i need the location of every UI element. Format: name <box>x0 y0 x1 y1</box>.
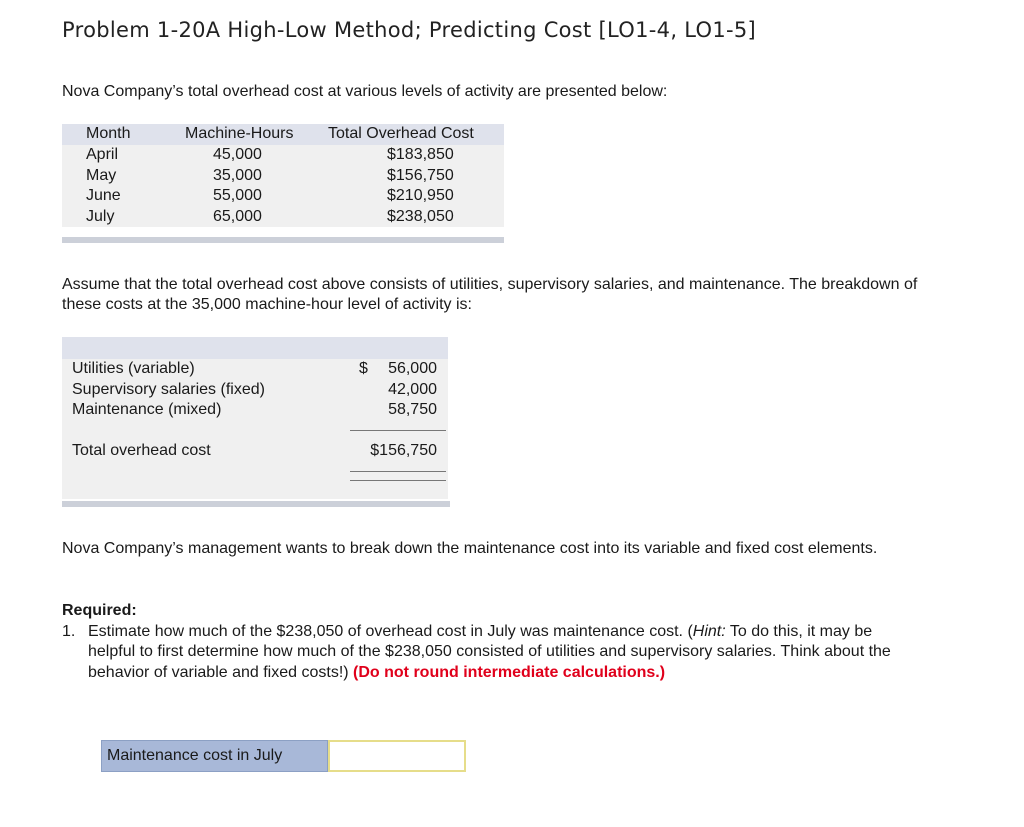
utilities-value: 56,000 <box>388 360 437 377</box>
breakdown-table-body <box>62 359 448 499</box>
subtotal-rule <box>350 430 446 431</box>
required-section <box>62 601 922 683</box>
header-machine-hours: Machine-Hours <box>185 125 294 142</box>
problem-title: Problem 1-20A High-Low Method; Predicting Cost [LO1-4, LO1-5] <box>62 18 757 42</box>
intro-text: Nova Company’s total overhead cost at various levels of activity are presented below: <box>62 83 668 100</box>
required-item-number: 1. <box>62 622 76 640</box>
rounding-warning: (Do not round intermediate calculations.) <box>353 663 666 681</box>
utilities-label: Utilities (variable) <box>72 360 195 377</box>
supervisory-salaries-value: 42,000 <box>388 380 437 398</box>
row-june-machine-hours: 55,000 <box>213 187 262 204</box>
row-july-total-overhead: $238,050 <box>387 207 454 225</box>
header-total-overhead: Total Overhead Cost <box>328 125 474 142</box>
required-text-part-1: Estimate how much of the $238,050 of overhead cost in July was maintenance cost. ( <box>88 622 693 640</box>
row-april-machine-hours: 45,000 <box>213 146 262 163</box>
maintenance-cost-july-label: Maintenance cost in July <box>101 740 328 772</box>
total-overhead-value: $156,750 <box>370 442 437 459</box>
breakdown-table <box>62 337 448 499</box>
required-item-1 <box>62 622 922 684</box>
row-june-month: June <box>86 187 121 204</box>
activity-table-footer-bar <box>62 237 504 243</box>
total-double-rule-bottom <box>350 480 446 481</box>
required-text-part-2: To do this, it may be helpful to first determine how much of the $238,050 consisted of utilities and supervisory salaries. Think about the behavior of variable and fixed costs!) <box>88 622 891 681</box>
maintenance-value: 58,750 <box>388 401 437 418</box>
activity-table <box>62 124 504 227</box>
hint-label: Hint: <box>692 622 726 640</box>
activity-table-body <box>62 145 504 227</box>
row-july-machine-hours: 65,000 <box>213 207 262 225</box>
activity-table-header <box>62 124 504 145</box>
row-may-machine-hours: 35,000 <box>213 166 262 184</box>
total-overhead-label: Total overhead cost <box>72 442 211 459</box>
required-heading: Required: <box>62 602 137 619</box>
assumption-text: Assume that the total overhead cost above consists of utilities, supervisory salaries, and maintenance. The breakdown of these costs at the 35,000 machine-hour level of activity is: <box>62 276 918 313</box>
breakdown-table-footer-bar <box>62 501 450 507</box>
utilities-dollar-sign: $ <box>359 360 368 377</box>
row-june-total-overhead: $210,950 <box>387 187 454 204</box>
row-april-month: April <box>86 146 119 163</box>
breakdown-table-header <box>62 337 448 359</box>
row-july-month: July <box>86 207 115 225</box>
answer-row <box>101 740 466 772</box>
row-may-month: May <box>86 166 117 184</box>
maintenance-label: Maintenance (mixed) <box>72 401 222 418</box>
supervisory-salaries-label: Supervisory salaries (fixed) <box>72 380 265 398</box>
header-month: Month <box>86 125 131 142</box>
row-april-total-overhead: $183,850 <box>387 146 454 163</box>
total-double-rule-top <box>350 471 446 472</box>
maintenance-cost-july-input[interactable] <box>328 740 466 772</box>
management-text: Nova Company’s management wants to break down the maintenance cost into its variable and fixed cost elements. <box>62 540 878 557</box>
row-may-total-overhead: $156,750 <box>387 166 454 184</box>
